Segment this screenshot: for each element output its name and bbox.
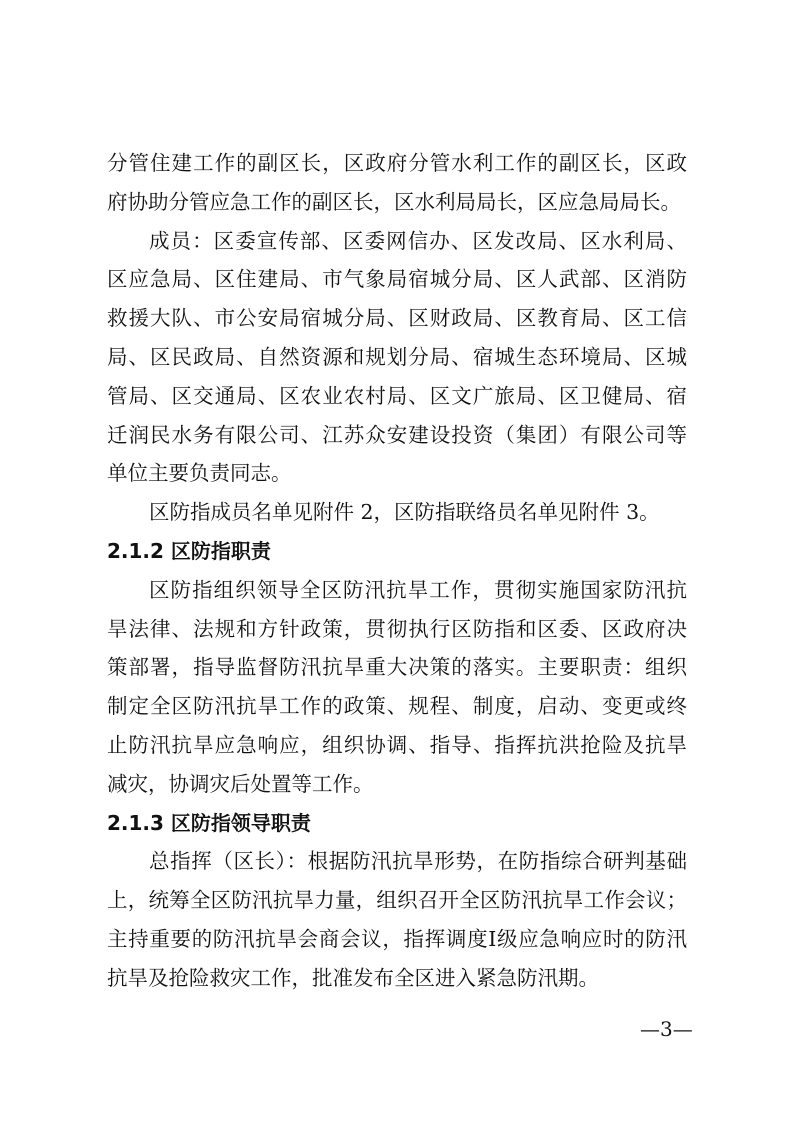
text-line: 抗旱及抢险救灾工作，批准发布全区进入紧急防汛期。: [107, 966, 599, 990]
text-line: 救援大队、市公安局宿城分局、区财政局、区教育局、区工信: [107, 306, 687, 330]
text-line: 总指挥（区长）：根据防汛抗旱形势，在防指综合研判基础: [149, 849, 687, 873]
text-line: 制定全区防汛抗旱工作的政策、规程、制度，启动、变更或终: [107, 694, 687, 718]
text-line: 成员：区委宣传部、区委网信办、区发改局、区水利局、: [149, 229, 687, 253]
text-line: 主持重要的防汛抗旱会商会议，指挥调度I级应急响应时的防汛: [107, 927, 687, 951]
text-line: 上，统筹全区防汛抗旱力量，组织召开全区防汛抗旱工作会议；: [107, 888, 687, 912]
text-line: 减灾，协调灾后处置等工作。: [107, 772, 374, 796]
text-line: 止防汛抗旱应急响应，组织协调、指导、指挥抗洪抢险及抗旱: [107, 733, 687, 757]
section-heading: 2.1.3 区防指领导职责: [107, 811, 311, 835]
text-line: 分管住建工作的副区长，区政府分管水利工作的副区长，区政: [107, 151, 687, 175]
text-line: 单位主要负责同志。: [107, 461, 292, 485]
text-line: 迁润民水务有限公司、江苏众安建设投资（集团）有限公司等: [107, 423, 687, 447]
text-line: 区防指组织领导全区防汛抗旱工作，贯彻实施国家防汛抗: [149, 578, 687, 602]
text-line: 局、区民政局、自然资源和规划分局、宿城生态环境局、区城: [107, 345, 687, 369]
text-line: 府协助分管应急工作的副区长，区水利局局长，区应急局局长。: [107, 190, 681, 214]
text-line: 区防指成员名单见附件 2，区防指联络员名单见附件 3。: [149, 500, 660, 524]
page-number: —3—: [640, 1017, 693, 1041]
section-heading: 2.1.2 区防指职责: [107, 539, 271, 563]
text-line: 区应急局、区住建局、市气象局宿城分局、区人武部、区消防: [107, 267, 687, 291]
text-line: 旱法律、法规和方针政策，贯彻执行区防指和区委、区政府决: [107, 617, 687, 641]
text-line: 管局、区交通局、区农业农村局、区文广旅局、区卫健局、宿: [107, 384, 687, 408]
text-line: 策部署，指导监督防汛抗旱重大决策的落实。主要职责：组织: [107, 655, 687, 679]
